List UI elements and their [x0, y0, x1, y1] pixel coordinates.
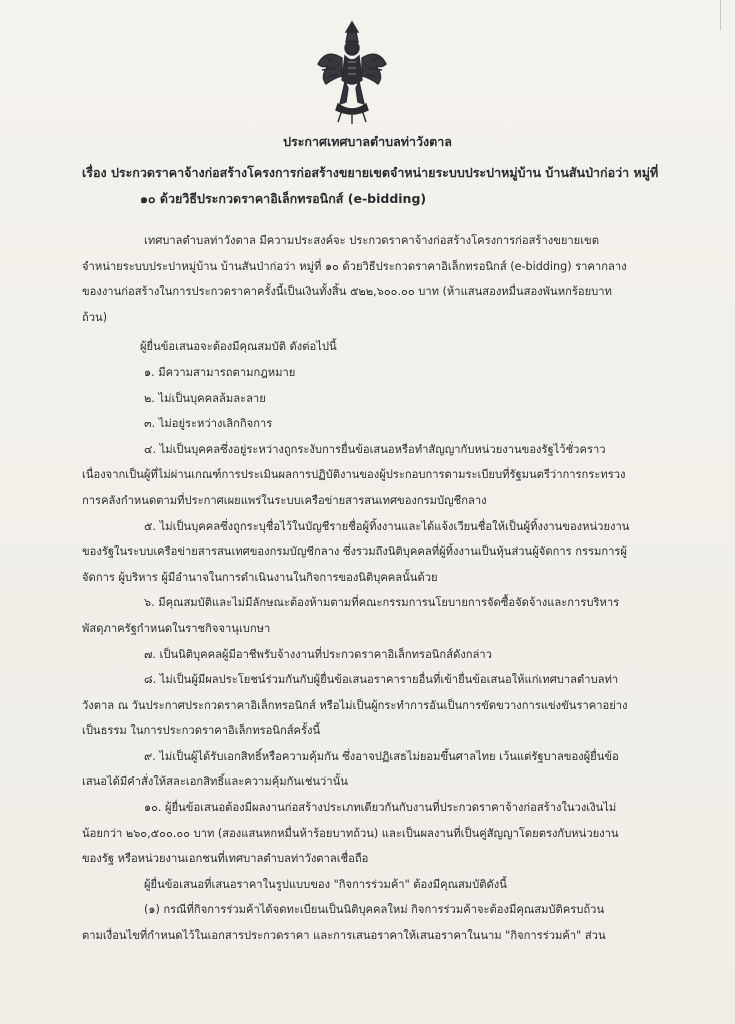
qualification-intro: ผู้ยื่นข้อเสนอจะต้องมีคุณสมบัติ ดังต่อไปนี้ — [140, 340, 337, 354]
list-item: ๙. ไม่เป็นผู้ได้รับเอกสิทธิ์หรือความคุ้มกัน ซึ่งอาจปฏิเสธไม่ยอมขึ้นศาลไทย เว้นแต่รัฐบาลของผู้ยื่นข้อ — [144, 749, 619, 763]
list-item-continuation: น้อยกว่า ๒๖๐,๕๐๐.๐๐ บาท (สองแสนหกหมื่นห้าร้อยบาทถ้วน) และเป็นผลงานที่เป็นคู่สัญญาโดยตรงกับหน่วยงาน — [82, 826, 619, 840]
list-item: ๓. ไม่อยู่ระหว่างเลิกกิจการ — [144, 417, 273, 431]
list-item-continuation: จัดการ ผู้บริหาร ผู้มีอำนาจในการดำเนินงานในกิจการของนิติบุคคลนั้นด้วย — [82, 570, 438, 584]
list-item: ๗. เป็นนิติบุคคลผู้มีอาชีพรับจ้างงานที่ประกวดราคาอิเล็กทรอนิกส์ดังกล่าว — [144, 647, 492, 661]
announcement-subject — [82, 160, 672, 212]
list-item: ๘. ไม่เป็นผู้มีผลประโยชน์ร่วมกันกับผู้ยื่นข้อเสนอราคารายอื่นที่เข้ายื่นข้อเสนอให้แก่เทศบาลตำบลท่า — [144, 673, 619, 687]
intro-line: ถ้วน) — [82, 310, 108, 324]
intro-line: เทศบาลตำบลท่าวังตาล มีความประสงค์จะ ประกวดราคาจ้างก่อสร้างโครงการก่อสร้างขยายเขต — [144, 234, 599, 247]
intro-line: ของงานก่อสร้างในการประกวดราคาครั้งนี้เป็นเงินทั้งสิ้น ๕๒๒,๖๐๐.๐๐ บาท (ห้าแสนสองหมื่นสองพันหกร้อยบาท — [82, 285, 612, 299]
document-body — [82, 228, 682, 949]
subject-line: เรื่อง ประกวดราคาจ้างก่อสร้างโครงการก่อสร้างขยายเขตจำหน่ายระบบประปาหมู่บ้าน บ้านสันป่าก่อว่า หมู่ที่ — [82, 165, 659, 180]
list-item: ๒. ไม่เป็นบุคคลล้มละลาย — [144, 391, 266, 405]
joint-venture-line: (๑) กรณีที่กิจการร่วมค้าได้จดทะเบียนเป็นนิติบุคคลใหม่ กิจการร่วมค้าจะต้องมีคุณสมบัติครบถ้วน — [144, 903, 605, 917]
list-item-continuation: ของรัฐ หรือหน่วยงานเอกชนที่เทศบาลตำบลท่าวังตาลเชื่อถือ — [82, 852, 369, 866]
list-item: ๔. ไม่เป็นบุคคลซึ่งอยู่ระหว่างถูกระงับการยื่นข้อเสนอหรือทำสัญญากับหน่วยงานของรัฐไว้ชั่วคราว — [144, 442, 606, 456]
garuda-emblem-icon — [312, 18, 392, 126]
joint-venture-line: ตามเงื่อนไขที่กำหนดไว้ในเอกสารประกวดราคา และการเสนอราคาให้เสนอราคาในนาม "กิจการร่วมค้า" ส่วน — [82, 929, 606, 943]
announcement-title: ประกาศเทศบาลตำบลท่าวังตาล — [283, 134, 452, 149]
intro-line: จำหน่ายระบบประปาหมู่บ้าน บ้านสันป่าก่อว่า หมู่ที่ ๑๐ ด้วยวิธีประกวดราคาอิเล็กทรอนิกส์ (e-bidding) ราคากลาง — [82, 259, 627, 273]
list-item-continuation: เนื่องจากเป็นผู้ที่ไม่ผ่านเกณฑ์การประเมินผลการปฏิบัติงานของผู้ประกอบการตามระเบียบที่รัฐมนตรีว่าการกระทรวง — [82, 468, 626, 482]
page-edge-mark — [720, 0, 721, 30]
list-item: ๑๐. ผู้ยื่นข้อเสนอต้องมีผลงานก่อสร้างประเภทเดียวกันกับงานที่ประกวดราคาจ้างก่อสร้างในวงเงินไม่ — [144, 801, 617, 815]
list-item-continuation: วังตาล ณ วันประกาศประกวดราคาอิเล็กทรอนิกส์ หรือไม่เป็นผู้กระทำการอันเป็นการขัดขวางการแข่งขันราคาอย่าง — [82, 698, 628, 712]
list-item: ๑. มีความสามารถตามกฎหมาย — [144, 365, 296, 379]
list-item-continuation: เป็นธรรม ในการประกวดราคาอิเล็กทรอนิกส์ครั้งนี้ — [82, 724, 321, 738]
joint-venture-intro: ผู้ยื่นข้อเสนอที่เสนอราคาในรูปแบบของ "กิจการร่วมค้า" ต้องมีคุณสมบัติดังนี้ — [144, 877, 507, 891]
list-item-continuation: เสนอได้มีคำสั่งให้สละเอกสิทธิ์และความคุ้มกันเช่นว่านั้น — [82, 775, 348, 789]
list-item: ๕. ไม่เป็นบุคคลซึ่งถูกระบุชื่อไว้ในบัญชีรายชื่อผู้ทิ้งงานและได้แจ้งเวียนชื่อให้เป็นผู้ทิ้งงานของหน่วยงาน — [144, 519, 630, 533]
list-item: ๖. มีคุณสมบัติและไม่มีลักษณะต้องห้ามตามที่คณะกรรมการนโยบายการจัดซื้อจัดจ้างและการบริหาร — [144, 596, 620, 610]
list-item-continuation: พัสดุภาครัฐกำหนดในราชกิจจานุเบกษา — [82, 621, 271, 635]
subject-line: ๑๐ ด้วยวิธีประกวดราคาอิเล็กทรอนิกส์ (e-bidding) — [140, 191, 427, 206]
list-item-continuation: การคลังกำหนดตามที่ประกาศเผยแพร่ในระบบเครือข่ายสารสนเทศของกรมบัญชีกลาง — [82, 493, 487, 507]
list-item-continuation: ของรัฐในระบบเครือข่ายสารสนเทศของกรมบัญชีกลาง ซึ่งรวมถึงนิติบุคคลที่ผู้ทิ้งงานเป็นหุ้นส่วนผู้จัดการ กรรมการผู้ — [82, 545, 627, 559]
